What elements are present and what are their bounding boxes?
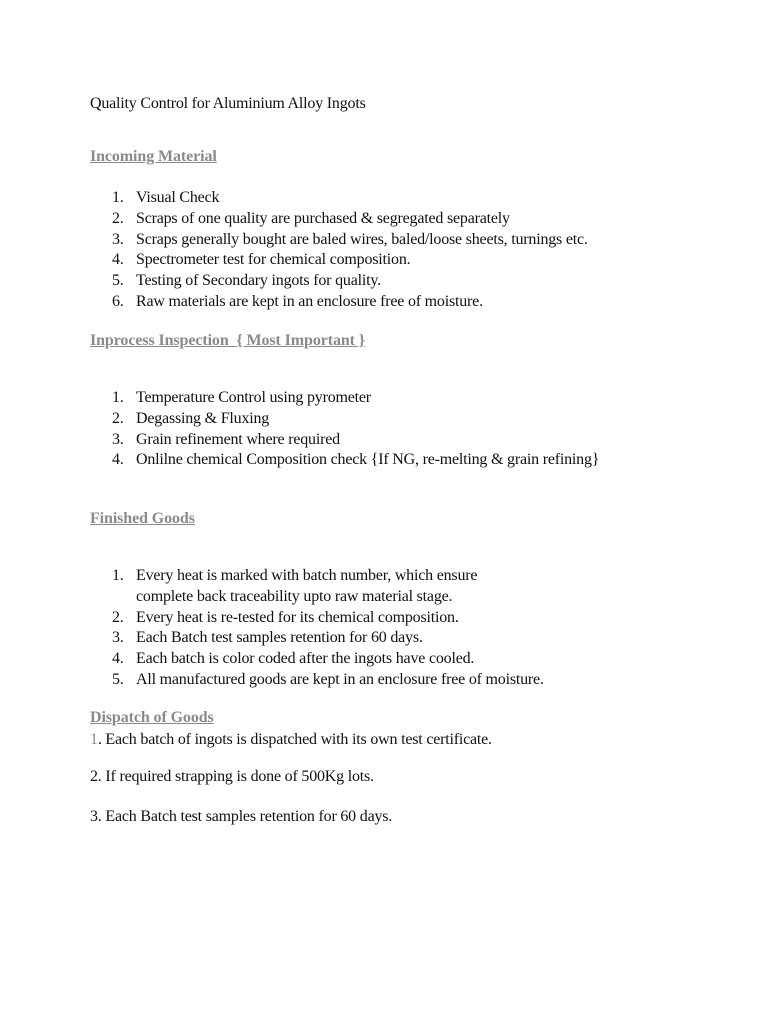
list-number: 5.	[112, 670, 124, 688]
heading-inprocess-inspection: Inprocess Inspection { Most Important }	[90, 332, 365, 349]
list-number: 3.	[112, 230, 124, 248]
dispatch-paragraph-2	[90, 768, 374, 786]
list-text: Each Batch test samples retention for 60 days.	[136, 629, 423, 647]
list-text: Degassing & Fluxing	[136, 409, 270, 427]
document-title: Quality Control for Aluminium Alloy Ingots	[90, 95, 366, 112]
list-number: 1.	[112, 567, 124, 584]
list-text: Onlilne chemical Composition check {If NG, re-melting & grain refining}	[136, 451, 600, 469]
list-item	[90, 628, 690, 649]
list-text: All manufactured goods are kept in an enclosure free of moisture.	[136, 670, 544, 688]
incoming-material-list	[90, 188, 690, 313]
list-number: 1.	[112, 189, 124, 206]
list-number: 5.	[112, 272, 124, 290]
finished-goods-list	[90, 566, 690, 691]
list-item	[90, 230, 690, 251]
list-item	[90, 388, 690, 409]
list-item	[90, 409, 690, 430]
list-item	[90, 271, 690, 292]
dispatch-paragraph-1	[90, 731, 492, 749]
list-number: 2.	[112, 209, 124, 227]
list-item	[90, 450, 690, 471]
list-text: Spectrometer test for chemical composition.	[136, 251, 411, 269]
list-number: 3.	[112, 430, 124, 448]
list-item	[90, 292, 690, 313]
list-number: 3.	[112, 629, 124, 647]
list-text: Each batch is color coded after the ingots have cooled.	[136, 650, 475, 668]
list-item	[90, 566, 690, 608]
heading-dispatch-of-goods: Dispatch of Goods	[90, 709, 214, 726]
list-text: Every heat is marked with batch number, which ensure	[136, 567, 478, 584]
list-text: Visual Check	[136, 189, 220, 206]
list-item	[90, 670, 690, 691]
list-item	[90, 188, 690, 209]
list-number: 6.	[112, 292, 124, 310]
paragraph-text: 2. If required strapping is done of 500Kg lots.	[90, 768, 374, 785]
list-text-continued: complete back traceability upto raw material stage.	[136, 587, 453, 605]
list-text: Scraps generally bought are baled wires, baled/loose sheets, turnings etc.	[136, 230, 588, 248]
list-text: Raw materials are kept in an enclosure free of moisture.	[136, 292, 483, 310]
list-text: Every heat is re-tested for its chemical composition.	[136, 608, 459, 626]
paragraph-text: 3. Each Batch test samples retention for 60 days.	[90, 808, 393, 825]
list-item	[90, 209, 690, 230]
list-text: Temperature Control using pyrometer	[136, 389, 371, 406]
list-number: 2.	[112, 409, 124, 427]
paragraph-number: 1	[90, 731, 98, 748]
list-number: 2.	[112, 608, 124, 626]
list-text: Scraps of one quality are purchased & segregated separately	[136, 209, 510, 227]
list-item	[90, 649, 690, 670]
dispatch-paragraph-3	[90, 808, 392, 826]
list-number: 4.	[112, 251, 124, 269]
list-text: Grain refinement where required	[136, 430, 340, 448]
list-number: 4.	[112, 451, 124, 469]
list-text: Testing of Secondary ingots for quality.	[136, 272, 381, 290]
heading-finished-goods: Finished Goods	[90, 510, 195, 527]
inprocess-inspection-list	[90, 388, 690, 471]
list-item	[90, 430, 690, 451]
paragraph-text: . Each batch of ingots is dispatched with its own test certificate.	[97, 731, 492, 748]
list-item	[90, 608, 690, 629]
heading-incoming-material: Incoming Material	[90, 148, 217, 165]
list-number: 4.	[112, 650, 124, 668]
list-item	[90, 250, 690, 271]
list-number: 1.	[112, 389, 124, 406]
